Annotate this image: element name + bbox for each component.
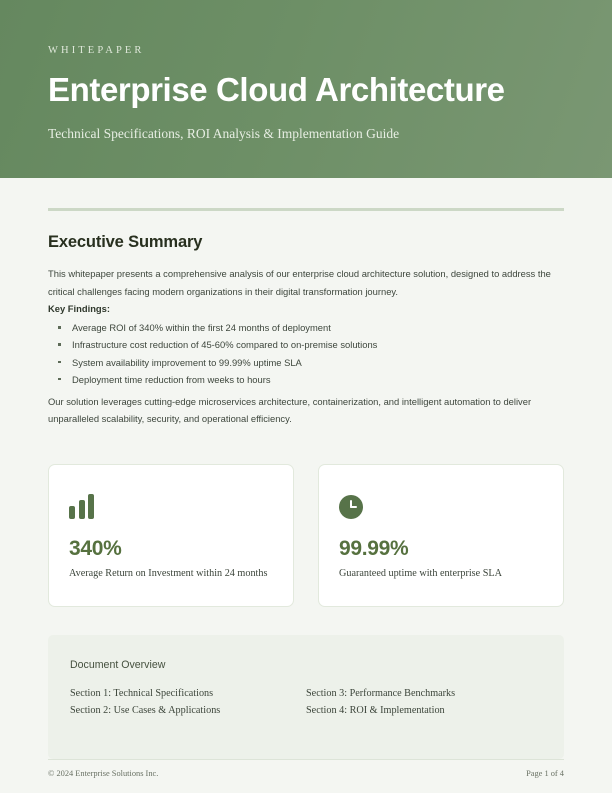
overview-section-link[interactable]: Section 4: ROI & Implementation xyxy=(306,705,445,717)
document-header-banner xyxy=(0,0,612,178)
copyright-text: © 2024 Enterprise Solutions Inc. xyxy=(48,769,159,779)
bar-chart-bar-2 xyxy=(79,500,85,519)
executive-summary-section xyxy=(48,233,564,428)
page-title: Enterprise Cloud Architecture xyxy=(48,70,505,108)
clock-glyph xyxy=(339,495,363,519)
section-divider xyxy=(48,208,564,211)
document-body xyxy=(0,178,612,759)
page-subtitle: Technical Specifications, ROI Analysis & Implementation Guide xyxy=(48,126,400,142)
executive-summary-heading: Executive Summary xyxy=(48,233,203,251)
bar-chart-glyph xyxy=(69,495,94,519)
list-item: Infrastructure cost reduction of 45-60% compared to on-premise solutions xyxy=(48,336,564,353)
overview-section-link[interactable]: Section 2: Use Cases & Applications xyxy=(70,705,221,717)
metric-cards xyxy=(48,464,564,607)
document-overview-column-right xyxy=(306,685,542,719)
document-overview-title: Document Overview xyxy=(70,658,166,671)
overview-section-link[interactable]: Section 3: Performance Benchmarks xyxy=(306,688,456,700)
document-type-eyebrow: WHITEPAPER xyxy=(48,45,145,56)
bar-chart-bar-3 xyxy=(88,494,94,519)
executive-summary-intro: This whitepaper presents a comprehensive analysis of our enterprise cloud architecture solution, designed to address the critical challenges facing modern organizations in their digital transformation journey. xyxy=(48,268,551,297)
list-item: System availability improvement to 99.99% uptime SLA xyxy=(48,354,564,371)
metric-label: Guaranteed uptime with enterprise SLA xyxy=(339,567,502,579)
page-number: Page 1 of 4 xyxy=(526,769,564,779)
bar-chart-bar-1 xyxy=(69,506,75,519)
overview-section-link[interactable]: Section 1: Technical Specifications xyxy=(70,688,214,700)
key-findings-label: Key Findings: xyxy=(48,302,110,314)
key-findings-list xyxy=(48,319,564,387)
bar-chart-icon xyxy=(69,487,273,519)
metric-card-roi xyxy=(48,464,294,607)
executive-summary-closing: Our solution leverages cutting-edge microservices architecture, containerization, and intelligent automation to deliver unparalleled scalability, security, and operational efficiency. xyxy=(48,395,532,425)
metric-value: 99.99% xyxy=(339,536,409,560)
metric-value: 340% xyxy=(69,536,122,560)
clock-icon xyxy=(339,487,543,519)
document-overview-column-left xyxy=(70,685,306,719)
list-item: Average ROI of 340% within the first 24 months of deployment xyxy=(48,319,564,336)
list-item: Deployment time reduction from weeks to hours xyxy=(48,371,564,388)
page-footer xyxy=(48,759,564,793)
metric-card-uptime xyxy=(318,464,564,607)
document-overview-columns xyxy=(70,685,542,719)
metric-label: Average Return on Investment within 24 months xyxy=(69,567,268,579)
document-overview-panel xyxy=(48,635,564,760)
